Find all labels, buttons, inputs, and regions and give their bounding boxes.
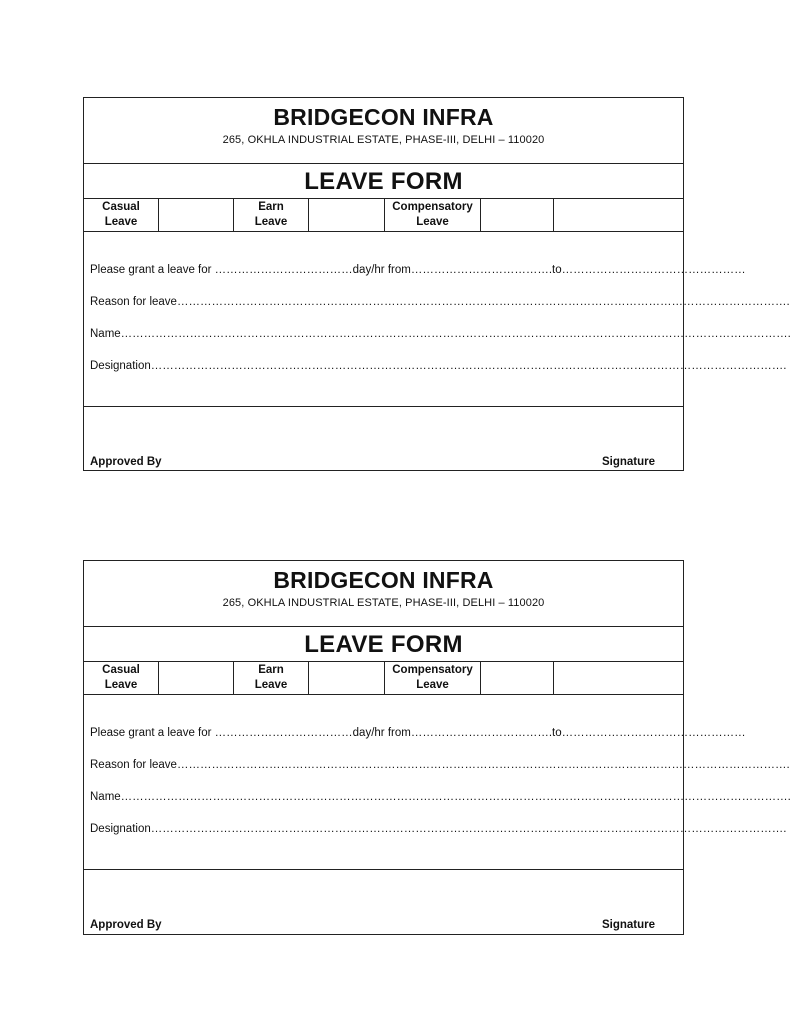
leave-type-row — [84, 662, 683, 695]
signature-label: Signature — [601, 456, 655, 468]
name-line[interactable]: Name…………………………………………………………………………………………………………………………………………………………. — [90, 791, 791, 803]
leave-duration-line[interactable]: Please grant a leave for ………………………………day/hr from……………………………….to………………………………………… — [90, 727, 746, 739]
leave-type-extra-box[interactable] — [554, 199, 683, 231]
form-title: LEAVE FORM — [84, 627, 683, 662]
reason-line[interactable]: Reason for leave……………………………………………………………………………………………………………………………………………. — [90, 759, 790, 771]
leave-type-compensatory-box[interactable] — [481, 199, 554, 231]
form-body — [84, 695, 791, 870]
company-name: BRIDGECON INFRA — [273, 104, 494, 130]
company-address: 265, OKHLA INDUSTRIAL ESTATE, PHASE-III, DELHI – 110020 — [222, 597, 545, 609]
leave-type-casual-box[interactable] — [159, 199, 234, 231]
form-title: LEAVE FORM — [84, 164, 683, 199]
leave-type-casual-label: Casual Leave — [84, 662, 159, 694]
form-header — [84, 561, 683, 627]
reason-line[interactable]: Reason for leave……………………………………………………………………………………………………………………………………………. — [90, 296, 790, 308]
form-footer — [84, 407, 683, 469]
leave-type-compensatory-box[interactable] — [481, 662, 554, 694]
leave-type-earn-label: Earn Leave — [234, 199, 309, 231]
name-line[interactable]: Name…………………………………………………………………………………………………………………………………………………………. — [90, 328, 791, 340]
leave-duration-line[interactable]: Please grant a leave for ………………………………day/hr from……………………………….to………………………………………… — [90, 264, 746, 276]
leave-type-casual-label: Casual Leave — [84, 199, 159, 231]
leave-type-row — [84, 199, 683, 232]
approved-by-label: Approved By — [90, 919, 162, 931]
leave-type-earn-label: Earn Leave — [234, 662, 309, 694]
form-header — [84, 98, 683, 164]
leave-form-2 — [83, 560, 791, 935]
leave-type-casual-box[interactable] — [159, 662, 234, 694]
leave-type-earn-box[interactable] — [309, 662, 385, 694]
leave-type-compensatory-label: Compensatory Leave — [385, 662, 481, 694]
company-address: 265, OKHLA INDUSTRIAL ESTATE, PHASE-III, DELHI – 110020 — [222, 134, 545, 146]
leave-type-extra-box[interactable] — [554, 662, 683, 694]
approved-by-label: Approved By — [90, 456, 162, 468]
designation-line[interactable]: Designation…………………………………………………………………………………………………………………………………………………. — [90, 823, 787, 835]
leave-type-earn-box[interactable] — [309, 199, 385, 231]
signature-label: Signature — [601, 919, 655, 931]
designation-line[interactable]: Designation…………………………………………………………………………………………………………………………………………………. — [90, 360, 787, 372]
company-name: BRIDGECON INFRA — [273, 567, 494, 593]
form-body — [84, 232, 791, 407]
leave-form-1 — [83, 97, 791, 471]
form-footer — [84, 870, 683, 932]
leave-type-compensatory-label: Compensatory Leave — [385, 199, 481, 231]
